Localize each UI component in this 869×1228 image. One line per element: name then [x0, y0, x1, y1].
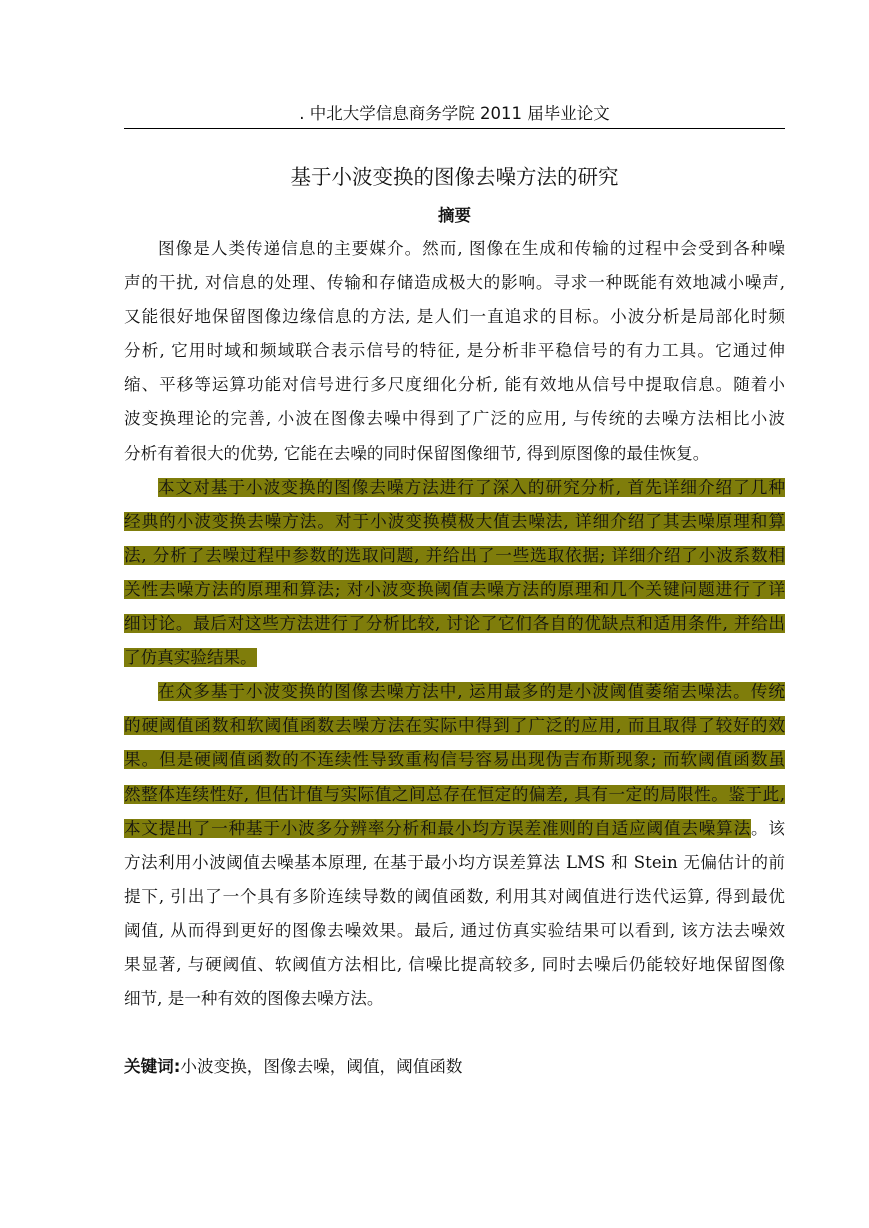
- abstract-paragraph-2: [124, 471, 785, 676]
- header-rule: [124, 128, 785, 129]
- text-highlight: 本文对基于小波变换的图像去噪方法进行了深入的研究分析, 首先详细介绍了几种: [158, 477, 785, 497]
- highlighted-line: [124, 709, 785, 743]
- text-line: 提下, 引出了一个具有多阶连续导数的阈值函数, 利用其对阈值进行迭代运算, 得到最优: [124, 886, 785, 906]
- text-highlight: 关性去噪方法的原理和算法; 对小波变换阈值去噪方法的原理和几个关键问题进行了详: [124, 579, 785, 599]
- highlighted-line: [124, 539, 785, 573]
- text-line: 声的干扰, 对信息的处理、传输和存储造成极大的影响。寻求一种既能有效地减小噪声,: [124, 273, 785, 293]
- highlighted-line: [124, 675, 785, 709]
- keywords-value: 小波变换，图像去噪，阈值，阈值函数: [180, 1057, 463, 1076]
- text-line: 又能很好地保留图像边缘信息的方法, 是人们一直追求的目标。小波分析是局部化时频: [124, 307, 785, 327]
- text-line: 阈值, 从而得到更好的图像去噪效果。最后, 通过仿真实验结果可以看到, 该方法去噪效: [124, 920, 785, 940]
- highlighted-line: [124, 607, 785, 641]
- text-highlight: 本文提出了一种基于小波多分辨率分析和最小均方误差准则的自适应阈值去噪算法: [124, 818, 751, 838]
- abstract-paragraph-1: [124, 232, 785, 471]
- text-line: 果显著, 与硬阈值、软阈值方法相比, 信噪比提高较多, 同时去噪后仍能较好地保留图像: [124, 954, 785, 974]
- text-highlight: 的硬阈值函数和软阈值函数去噪方法在实际中得到了广泛的应用, 而且取得了较好的效: [124, 716, 785, 736]
- abstract-heading: 摘要: [438, 206, 471, 225]
- text-highlight: 然整体连续性好, 但估计值与实际值之间总存在恒定的偏差, 具有一定的局限性。鉴于此,: [124, 784, 785, 804]
- text-highlight: 法, 分析了去噪过程中参数的选取问题, 并给出了一些选取依据; 详细介绍了小波系数相: [124, 545, 785, 565]
- text-line: 方法利用小波阈值去噪基本原理, 在基于最小均方误差算法 LMS 和 Stein 无偏估计的前: [124, 852, 785, 872]
- paper-title: 基于小波变换的图像去噪方法的研究: [290, 165, 619, 189]
- highlighted-line: [124, 505, 785, 539]
- highlighted-line: [124, 743, 785, 777]
- text-highlight: 经典的小波变换去噪方法。对于小波变换模极大值去噪法, 详细介绍了其去噪原理和算: [124, 511, 785, 531]
- running-header: . 中北大学信息商务学院 2011 届毕业论文: [299, 104, 610, 123]
- abstract-body: [124, 232, 785, 1016]
- highlighted-line: [124, 778, 785, 812]
- text-highlight: 了仿真实验结果。: [124, 648, 257, 668]
- text-line: 分析, 它用时域和频域联合表示信号的特征, 是分析非平稳信号的有力工具。它通过伸: [124, 341, 785, 361]
- highlighted-line: [124, 641, 785, 675]
- text-line: 波变换理论的完善, 小波在图像去噪中得到了广泛的应用, 与传统的去噪方法相比小波: [124, 409, 785, 429]
- abstract-paragraph-3: [124, 675, 785, 1016]
- text-line: 图像是人类传递信息的主要媒介。然而, 图像在生成和传输的过程中会受到各种噪: [158, 239, 785, 258]
- highlighted-line: [124, 471, 785, 505]
- text-highlight: 果。但是硬阈值函数的不连续性导致重构信号容易出现伪吉布斯现象; 而软阈值函数虽: [124, 750, 785, 770]
- text-line: 细节, 是一种有效的图像去噪方法。: [124, 989, 384, 1009]
- text-highlight: 在众多基于小波变换的图像去噪方法中, 运用最多的是小波阈值萎缩去噪法。传统: [158, 682, 785, 702]
- text-line: 缩、平移等运算功能对信号进行多尺度细化分析, 能有效地从信号中提取信息。随着小: [124, 375, 785, 395]
- text-line: 分析有着很大的优势, 它能在去噪的同时保留图像细节, 得到原图像的最佳恢复。: [124, 443, 710, 463]
- keywords-line: [124, 1052, 785, 1082]
- keywords-label: 关键词:: [124, 1057, 181, 1076]
- text-highlight: 细讨论。最后对这些方法进行了分析比较, 讨论了它们各自的优缺点和适用条件, 并给出: [124, 614, 785, 634]
- highlighted-line: [124, 573, 785, 607]
- highlighted-line: 本文提出了一种基于小波多分辨率分析和最小均方误差准则的自适应阈值去噪算法。该: [124, 818, 786, 838]
